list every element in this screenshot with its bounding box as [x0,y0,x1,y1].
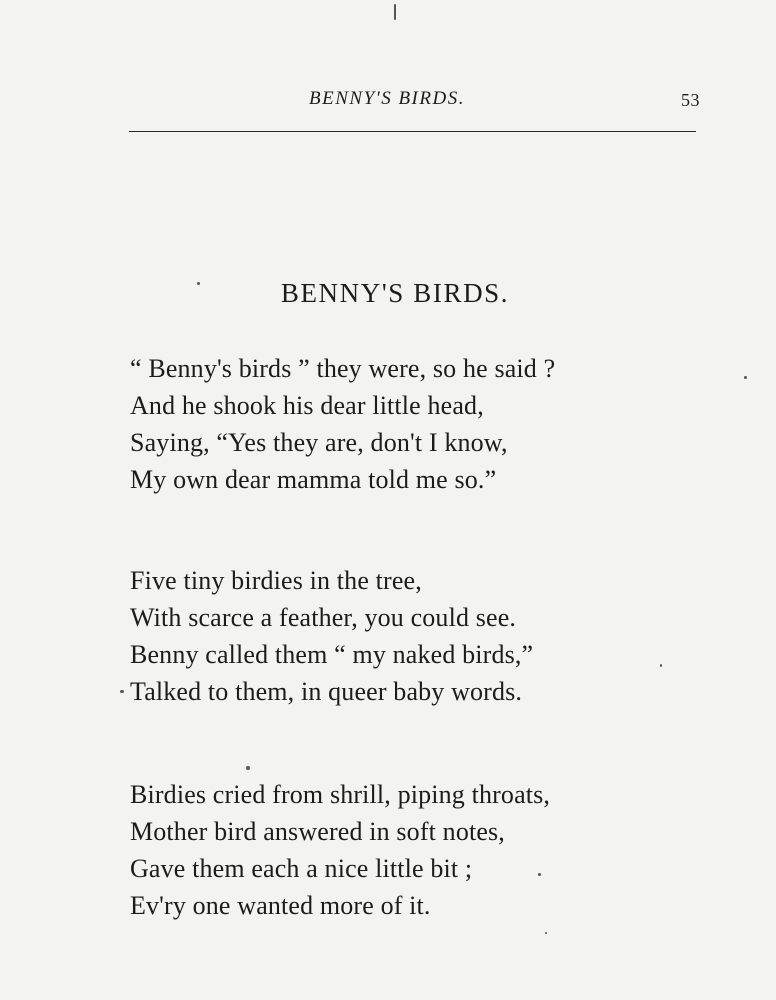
stanza-line: My own dear mamma told me so.” [130,465,497,494]
print-speck [394,4,396,20]
running-header [0,88,776,116]
print-speck [197,282,200,285]
stanza-line: Benny called them “ my naked birds,” [130,640,534,669]
stanza-line: Ev'ry one wanted more of it. [130,891,431,920]
stanza-line: Saying, “Yes they are, don't I know, [130,428,508,457]
print-speck [660,664,662,667]
poem-title: BENNY'S BIRDS. [280,278,510,308]
stanza-1 [130,350,555,498]
stanza-2 [130,562,533,710]
print-speck [545,932,547,934]
running-title: BENNY'S BIRDS. [309,88,465,109]
stanza-line: With scarce a feather, you could see. [130,603,517,632]
stanza-line: Five tiny birdies in the tree, [130,566,422,595]
stanza-line: Birdies cried from shrill, piping throats, [130,780,551,809]
header-rule [129,131,696,132]
stanza-line: Talked to them, in queer baby words. [130,677,523,706]
stanza-3 [130,776,550,924]
stanza-line: Gave them each a nice little bit ; [130,854,473,883]
stanza-line: “ Benny's birds ” they were, so he said ? [130,354,556,383]
print-speck [538,873,541,876]
page-number: 53 [681,90,700,110]
stanza-line: Mother bird answered in soft notes, [130,817,505,846]
print-speck [744,376,747,379]
print-speck [120,690,124,693]
stanza-line: And he shook his dear little head, [130,391,484,420]
print-speck [246,766,250,770]
